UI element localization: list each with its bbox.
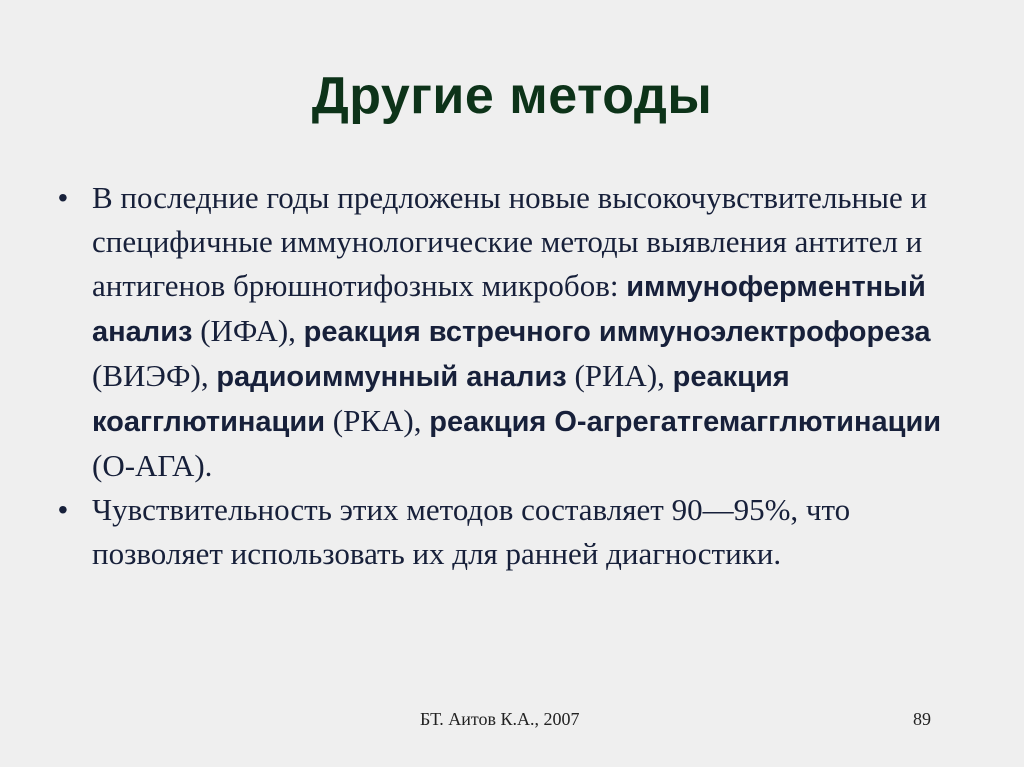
text-segment: (РИА), [566,358,673,393]
bullet-item [58,488,988,576]
bullet-list [58,176,988,576]
page-number: 89 [913,709,931,729]
text-segment: (РКА), [325,403,430,438]
text-segment: В последние годы предложены новые высокочувствительные и специфичные иммунологические методы выявления антител и антигенов брюшнотифозных микробов: [92,180,928,303]
bullet-item [58,176,988,488]
method-name-o-aga: реакция О-агрегатгемагглютинации [429,406,942,438]
text-segment: (О-АГА). [92,448,213,483]
text-segment: Чувствительность этих методов составляет 90—95%, что позволяет использовать их для ранней диагностики. [92,492,851,571]
method-name-vief: реакция встречного иммуноэлектрофореза [303,316,931,348]
bullet-marker: • [58,182,68,213]
method-name-ifa: иммуноферментный анализ [92,271,926,348]
method-name-rka: реакция коагглютинации [92,361,790,438]
bullet-marker: • [58,494,68,525]
slide-title: Другие методы [311,67,713,125]
footer-author: БТ. Аитов К.А., 2007 [420,709,580,729]
method-name-ria: радиоиммунный анализ [216,361,567,393]
text-segment: (ВИЭФ), [92,358,217,393]
text-segment: (ИФА), [192,313,304,348]
